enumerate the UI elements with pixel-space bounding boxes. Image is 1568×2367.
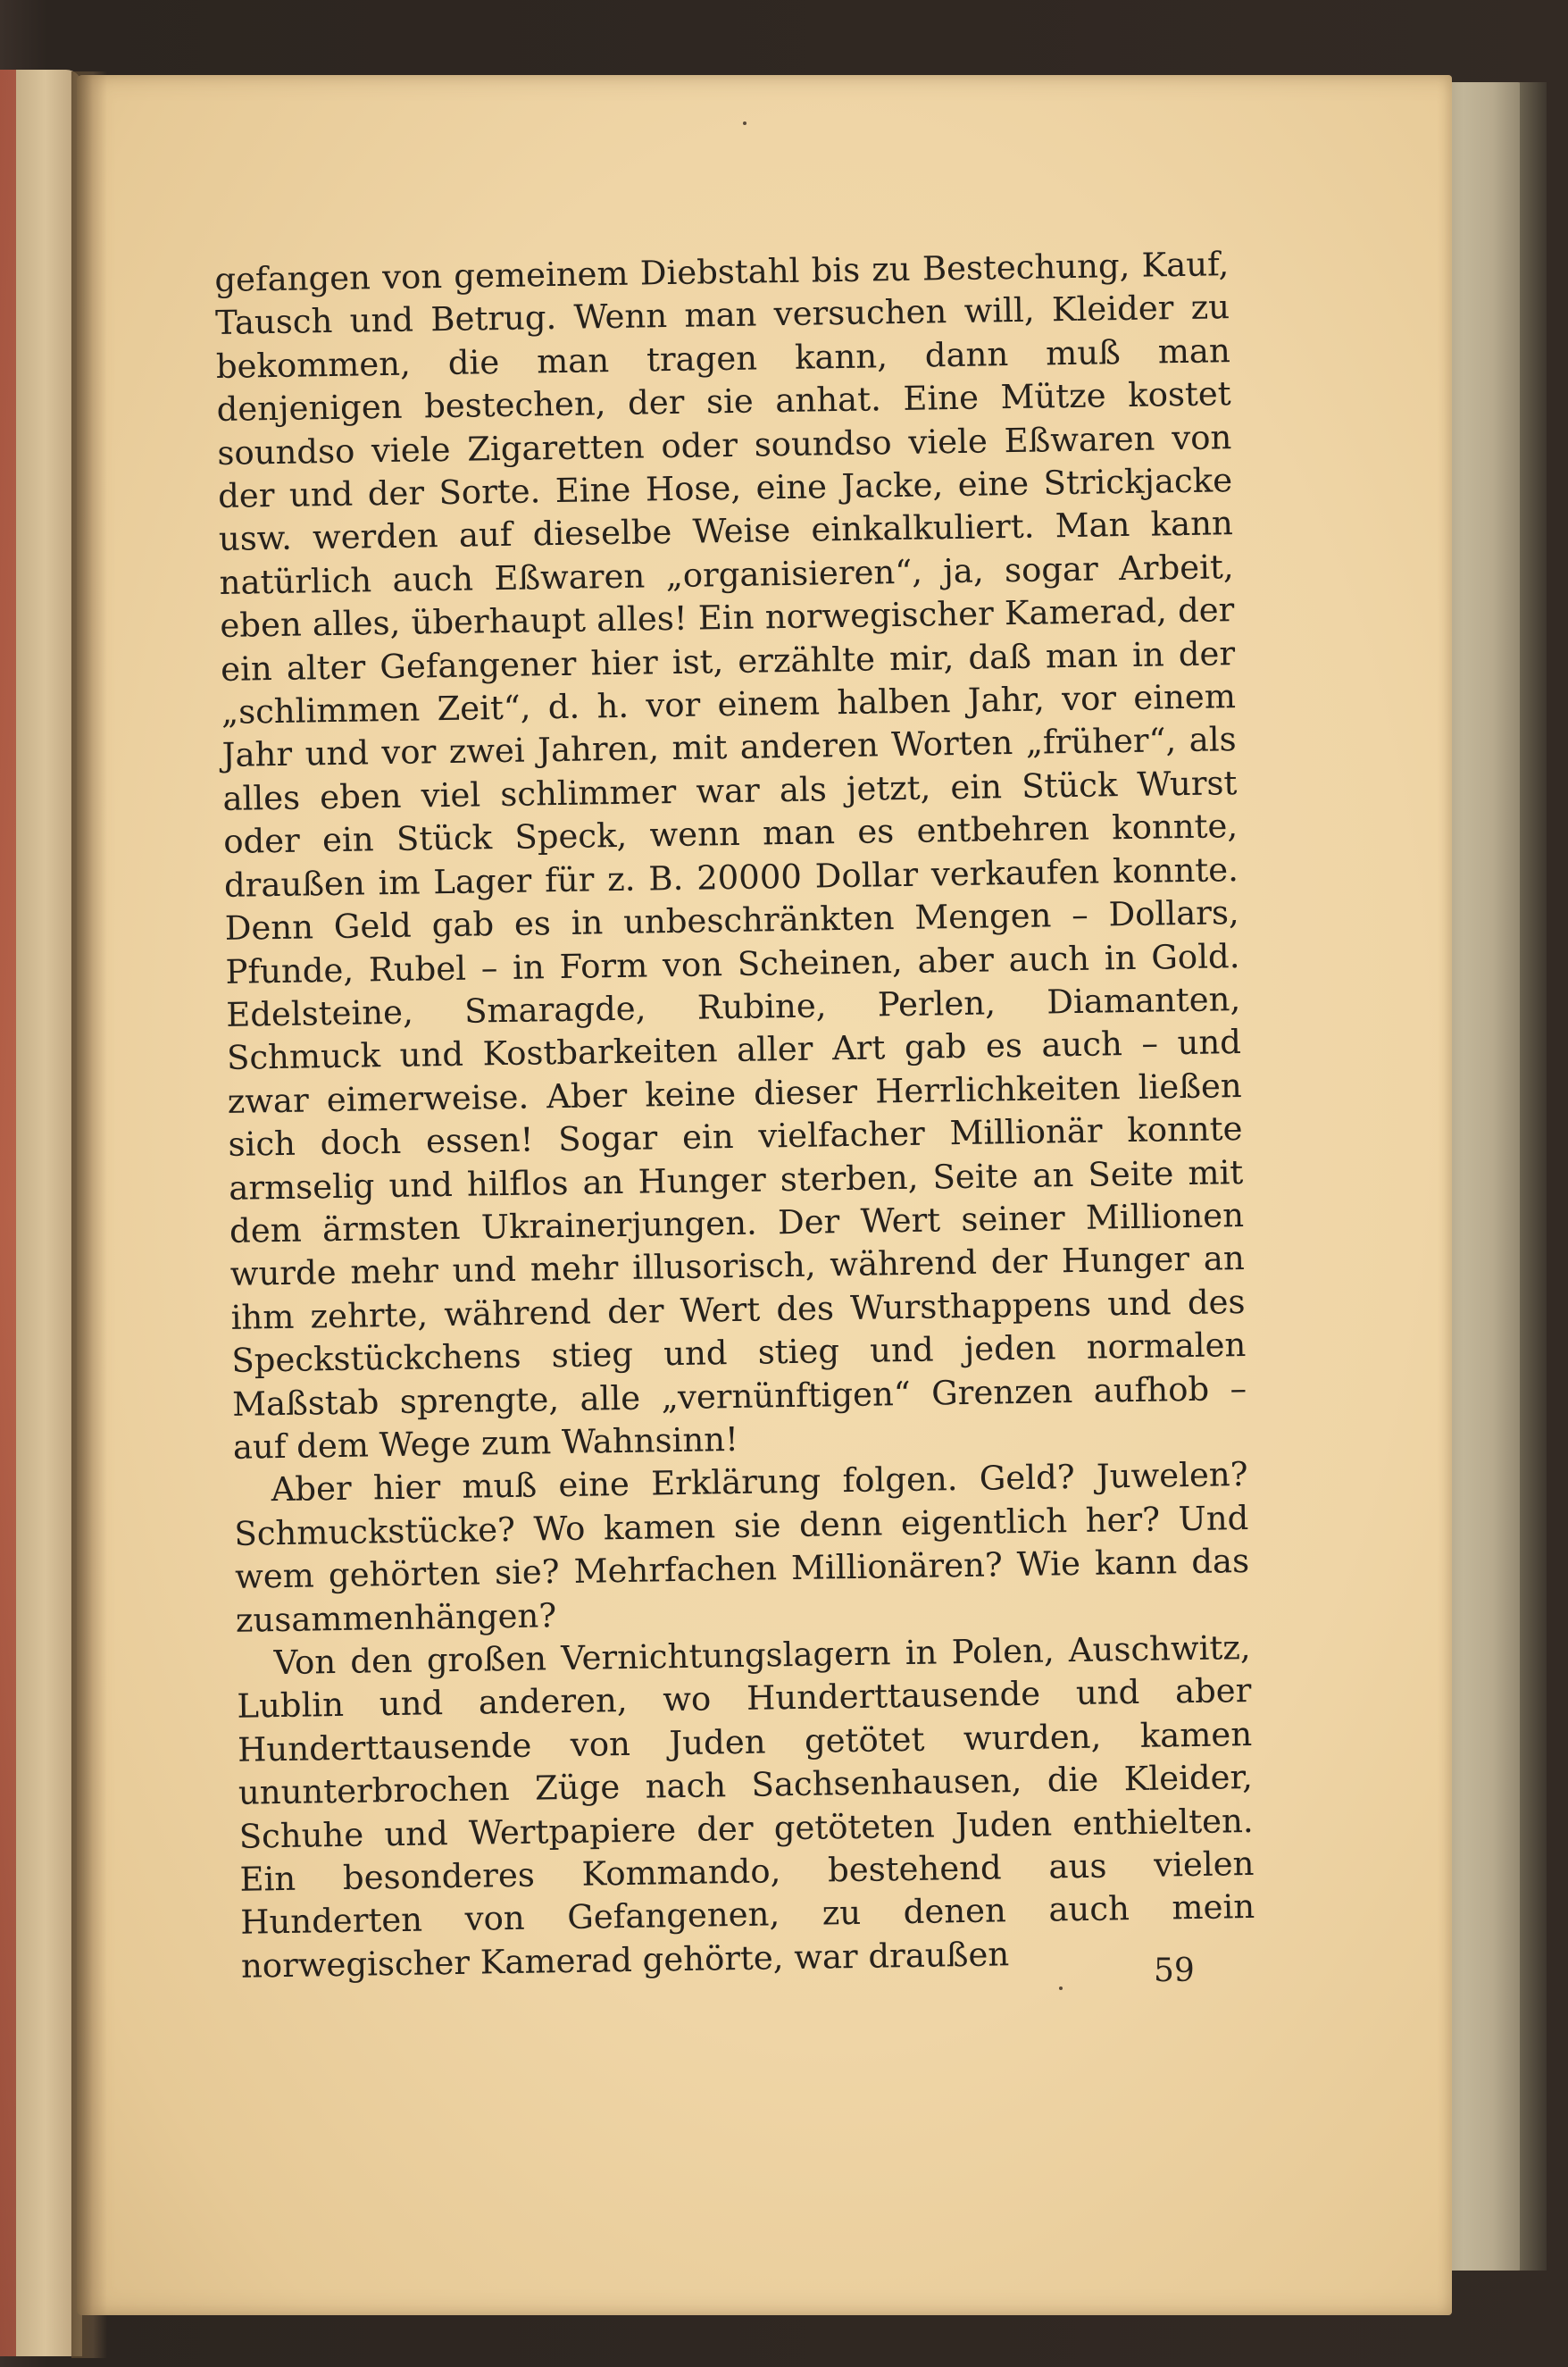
book-spine-red-edge bbox=[0, 70, 16, 2356]
paragraph-continued: gefangen von gemeinem Diebstahl bis zu Bestechung, Kauf, Tausch und Betrug. Wenn man versuchen will, Kleider zu bekommen, die man tragen kann, dann muß man denjenigen bestechen, der sie anhat. Eine Mütze kostet soundso viele Zigaretten oder soundso viele Eßwaren von der und der Sorte. Eine Hose, eine Jacke, eine Strickjacke usw. werden auf dieselbe Weise einkalkuliert. Man kann natürlich auch Eßwaren „organisieren“, ja, sogar Arbeit, eben alles, überhaupt alles! Ein norwegischer Kamerad, der ein alter Gefangener hier ist, erzählte mir, daß man in der „schlimmen Zeit“, d. h. vor einem halben Jahr, vor einem Jahr und vor zwei Jahren, mit anderen Worten „früher“, als alles eben viel schlimmer war als jetzt, ein Stück Wurst oder ein Stück Speck, wenn man es entbehren konnte, draußen im Lager für z. B. 20000 Dollar verkaufen konnte. Denn Geld gab es in unbeschränkten Mengen – Dollars, Pfunde, Rubel – in Form von Scheinen, aber auch in Gold. Edelsteine, Smaragde, Rubine, Perlen, Diamanten, Schmuck und Kostbarkeiten aller Art gab es auch – und zwar eimerweise. Aber keine dieser Herrlichkeiten ließen sich doch essen! Sogar ein vielfacher Millionär konnte armselig und hilflos an Hunger sterben, Seite an Seite mit dem ärmsten Ukrainerjungen. Der Wert seiner Millionen wurde mehr und mehr illusorisch, während der Hunger an ihm zehrte, während der Wert des Wursthappens und des Speckstückchens stieg und stieg und jeden normalen Maßstab sprengte, alle „vernünftigen“ Grenzen aufhob – auf dem Wege zum Wahnsinn! bbox=[214, 245, 1247, 1467]
page-gutter-shadow bbox=[71, 71, 107, 2358]
page-number: 59 bbox=[1154, 1953, 1195, 1989]
paper-speck bbox=[743, 121, 746, 125]
book-cover-shadow bbox=[1520, 82, 1547, 2271]
paragraph: Von den großen Vernichtungslagern in Polen, Auschwitz, Lublin und anderen, wo Hunderttausende und aber Hunderttausende von Juden getötet wurden, kamen ununterbrochen Züge nach Sachsenhausen, die Kleider, Schuhe und Wertpapiere der getöteten Juden enthielten. Ein besonderes Kommando, bestehend aus vielen Hunderten von Gefangenen, zu denen auch mein norwegischer Kamerad gehörte, war draußen bbox=[237, 1627, 1255, 1986]
paper-speck bbox=[1059, 1986, 1063, 1990]
page-body-text bbox=[214, 243, 1255, 1988]
paragraph: Aber hier muß eine Erklärung folgen. Geld? Juwelen? Schmuckstücke? Wo kamen sie denn eigentlich her? Und wem gehörten sie? Mehrfachen Millionären? Wie kann das zusammenhängen? bbox=[234, 1455, 1250, 1640]
